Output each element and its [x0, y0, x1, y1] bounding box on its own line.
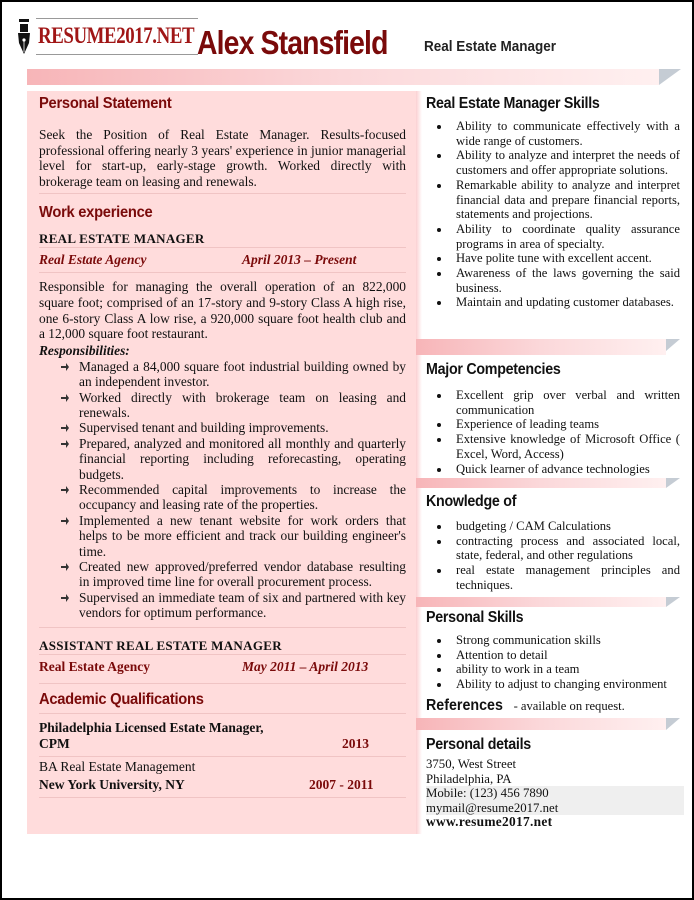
knowledge-list [446, 519, 680, 593]
list-item: Recommended capital improvements to increase the occupancy and leasing rate of the properties. [79, 482, 406, 513]
job-meta [39, 659, 406, 675]
skills-heading: Real Estate Manager Skills [426, 95, 600, 112]
section-divider-band [416, 597, 666, 607]
competencies-list [446, 388, 680, 476]
personal-skills-list [446, 633, 680, 692]
list-item: Quick learner of advance technologies [446, 462, 680, 477]
competencies-section [416, 361, 680, 476]
left-column [27, 91, 416, 834]
job-company: Real Estate Agency [39, 252, 147, 268]
list-item: Ability to communicate effectively with a wide range of customers. [446, 119, 680, 148]
section-divider-band [416, 718, 666, 730]
personal-details-section [416, 736, 680, 830]
academic-heading: Academic Qualifications [39, 690, 204, 708]
personal-skills-heading: Personal Skills [426, 609, 524, 626]
list-item: contracting process and associated local, state, federal, and other regulations [446, 534, 680, 563]
band-corner [659, 69, 681, 85]
references-line [426, 697, 680, 715]
references-text: - available on request. [513, 698, 625, 713]
divider [39, 756, 406, 757]
list-item: Ability to coordinate quality assurance programs in area of specialty. [446, 222, 680, 251]
list-item: Have polite tune with excellent accent. [446, 251, 680, 266]
responsibilities-list [79, 359, 406, 621]
personal-details-heading: Personal details [426, 736, 531, 753]
list-item: Managed a 84,000 square foot industrial building owned by an independent investor. [79, 359, 406, 390]
list-item: Ability to analyze and interpret the needs of customers and offer appropriate solutions. [446, 148, 680, 177]
arrow-bullet-icon [61, 424, 69, 432]
website-link[interactable]: www.resume2017.net [426, 814, 553, 829]
brand-name: RESUME2017.NET [38, 23, 195, 48]
section-divider-band [416, 339, 666, 355]
divider [39, 247, 406, 248]
mobile-number: Mobile: (123) 456 7890 [426, 786, 684, 801]
divider [39, 193, 406, 194]
list-item: Ability to adjust to changing environment [446, 677, 680, 692]
arrow-bullet-icon [61, 440, 69, 448]
list-item: Extensive knowledge of Microsoft Office ( Excel, Word, Access) [446, 432, 680, 461]
education-item: Philadelphia Licensed Estate Manager, [39, 719, 264, 735]
work-experience-heading: Work experience [39, 204, 153, 222]
list-item: Excellent grip over verbal and written communication [446, 388, 680, 417]
list-item: Maintain and updating customer databases. [446, 295, 680, 310]
list-item: Created new approved/preferred vendor database resulting in improved time line for overall procurement process. [79, 559, 406, 590]
site-logo[interactable] [16, 16, 195, 56]
job-title: REAL ESTATE MANAGER [39, 231, 205, 247]
arrow-bullet-icon [61, 394, 69, 402]
knowledge-section [416, 493, 680, 593]
list-item: Attention to detail [446, 648, 680, 663]
candidate-name: Alex Stansfield [197, 24, 388, 61]
list-item: Remarkable ability to analyze and interpret financial data and prepare financial reports, statements and projections. [446, 178, 680, 222]
education-item-detail: CPM 2013 [39, 735, 369, 751]
resume-page [2, 2, 692, 898]
education-item: BA Real Estate Management [39, 758, 196, 774]
list-item: Prepared, analyzed and monitored all monthly and quarterly financial reporting including reforecasting, operating budgets. [79, 436, 406, 482]
job-title: ASSISTANT REAL ESTATE MANAGER [39, 637, 282, 653]
arrow-bullet-icon [61, 594, 69, 602]
list-item: budgeting / CAM Calculations [446, 519, 680, 534]
address-line-2: Philadelphia, PA [426, 771, 512, 786]
divider [39, 272, 406, 273]
personal-statement-heading: Personal Statement [39, 95, 172, 112]
responsibilities-label: Responsibilities: [39, 342, 130, 358]
address-line-1: 3750, West Street [426, 757, 517, 771]
contact-block [426, 757, 680, 830]
knowledge-heading: Knowledge of [426, 493, 517, 510]
references-label: References [426, 696, 503, 714]
education-item-detail: New York University, NY 2007 - 2011 [39, 776, 374, 792]
section-divider-band [416, 478, 666, 488]
divider [39, 627, 406, 628]
education-year: 2013 [342, 735, 369, 751]
competencies-heading: Major Competencies [426, 361, 561, 378]
list-item: Strong communication skills [446, 633, 680, 648]
skills-list [446, 119, 680, 310]
list-item: Worked directly with brokerage team on leasing and renewals. [79, 390, 406, 421]
job-meta [39, 252, 406, 268]
logo-rule-bottom [36, 54, 198, 55]
email-address[interactable]: mymail@resume2017.net [426, 801, 684, 816]
list-item: Experience of leading teams [446, 417, 680, 432]
personal-skills-section [416, 609, 680, 715]
arrow-bullet-icon [61, 486, 69, 494]
education-year: 2007 - 2011 [309, 776, 374, 792]
divider [39, 654, 406, 655]
arrow-bullet-icon [61, 563, 69, 571]
candidate-role: Real Estate Manager [424, 38, 557, 55]
logo-rule-top [36, 18, 198, 19]
job-dates: May 2011 – April 2013 [242, 658, 369, 674]
divider [39, 683, 406, 684]
list-item: Awareness of the laws governing the said business. [446, 266, 680, 295]
list-item: real estate management principles and techniques. [446, 563, 680, 592]
divider [39, 797, 406, 798]
divider [39, 713, 406, 714]
skills-section [416, 95, 680, 310]
list-item: Supervised tenant and building improvements. [79, 420, 406, 435]
personal-statement-text: Seek the Position of Real Estate Manager. Results-focused professional offering nearly 3 years' experience in junior managerial level for start-up, early-stage growth. Worked directly with brokerage team on leasing and renewals. [39, 127, 406, 189]
arrow-bullet-icon [61, 517, 69, 525]
job-dates: April 2013 – Present [242, 252, 357, 268]
arrow-bullet-icon [61, 363, 69, 371]
fountain-pen-icon [16, 19, 32, 55]
list-item: Supervised an immediate team of six and partnered with key vendors for optimum performance. [79, 590, 406, 621]
job-company: Real Estate Agency [39, 658, 150, 674]
job-summary: Responsible for managing the overall operation of an 822,000 square foot; comprised of an 17-story and 9-story Class A high rise, one 6-story Class A low rise, a 920,000 square foot health club and a 12,000 square foot restaurant. [39, 279, 406, 342]
header-divider-band [27, 69, 659, 85]
list-item: Implemented a new tenant website for work orders that helps to be more efficient and track our building engineer's time. [79, 513, 406, 559]
list-item: ability to work in a team [446, 662, 680, 677]
